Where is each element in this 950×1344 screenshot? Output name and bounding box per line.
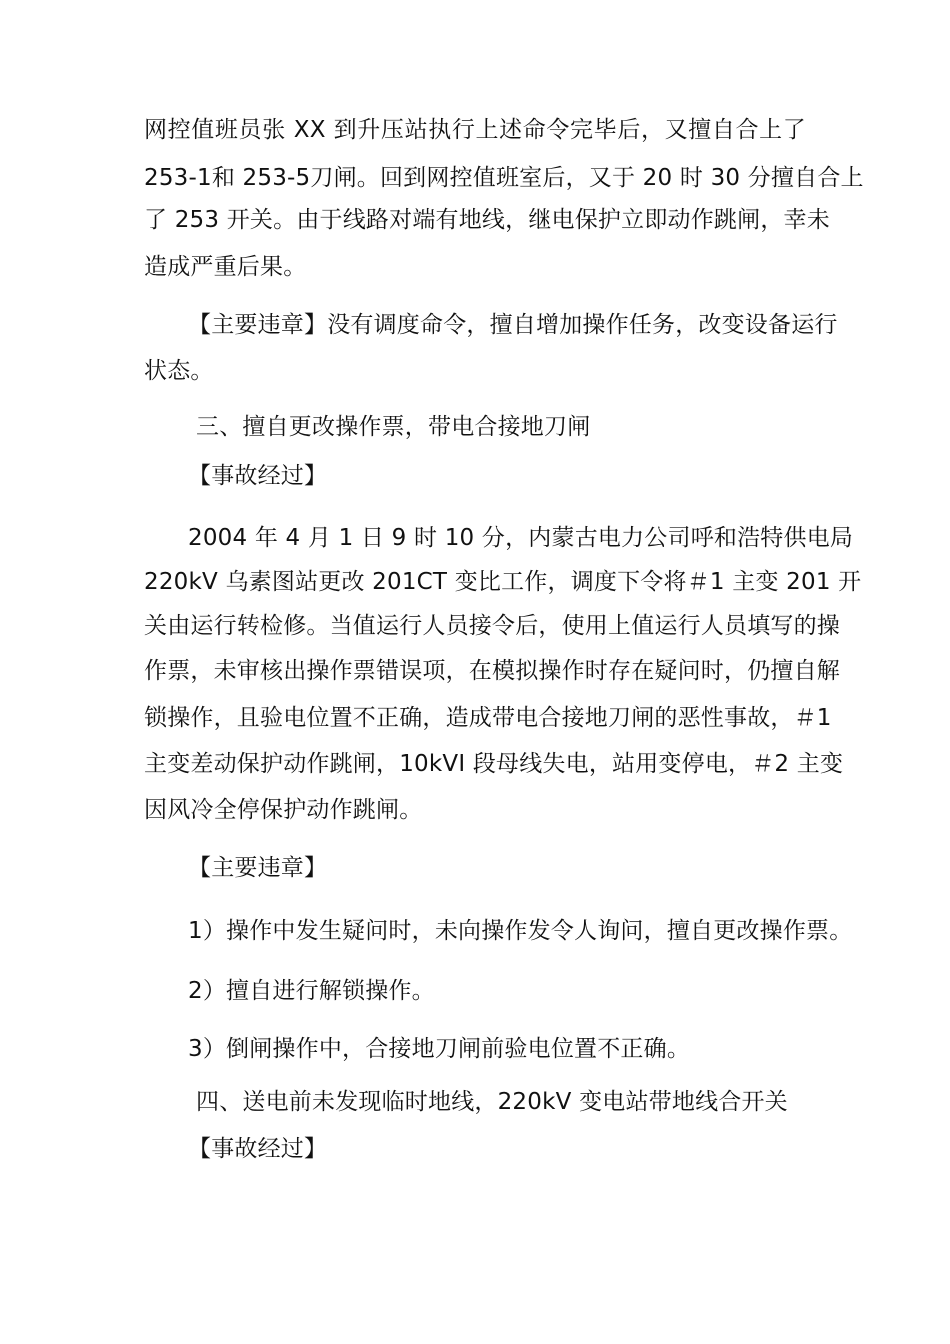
accident-label: 【事故经过】 <box>188 1136 328 1162</box>
section-heading: 三、擅自更改操作票，带电合接地刀闸 <box>196 414 591 440</box>
violation-item: 1）操作中发生疑问时，未向操作发令人询问，擅自更改操作票。 <box>188 918 853 944</box>
paragraph-line: 2004 年 4 月 1 日 9 时 10 分，内蒙古电力公司呼和浩特供电局 <box>188 525 854 551</box>
paragraph-line: 关由运行转检修。当值运行人员接令后，使用上值运行人员填写的操 <box>144 613 840 639</box>
accident-label: 【事故经过】 <box>188 463 328 489</box>
violation-line: 【主要违章】没有调度命令，擅自增加操作任务，改变设备运行 <box>188 312 838 338</box>
paragraph-line: 因风冷全停保护动作跳闸。 <box>144 797 423 823</box>
paragraph-line: 了 253 开关。由于线路对端有地线，继电保护立即动作跳闸，幸未 <box>144 207 830 233</box>
section-heading: 四、送电前未发现临时地线，220kV 变电站带地线合开关 <box>196 1089 788 1115</box>
paragraph-line: 220kV 乌素图站更改 201CT 变比工作，调度下令将＃1 主变 201 开 <box>144 569 862 595</box>
paragraph-line: 主变差动保护动作跳闸，10kVI 段母线失电，站用变停电，＃2 主变 <box>144 751 844 777</box>
paragraph-line: 作票，未审核出操作票错误项，在模拟操作时存在疑问时，仍擅自解 <box>144 658 840 684</box>
violation-line: 状态。 <box>144 358 214 384</box>
violation-label: 【主要违章】 <box>188 855 328 881</box>
paragraph-line: 253-1和 253-5刀闸。回到网控值班室后，又于 20 时 30 分擅自合上 <box>144 165 864 191</box>
violation-item: 2）擅自进行解锁操作。 <box>188 978 435 1004</box>
paragraph-line: 网控值班员张 XX 到升压站执行上述命令完毕后，又擅自合上了 <box>144 117 806 143</box>
paragraph-line: 造成严重后果。 <box>144 254 307 280</box>
paragraph-line: 锁操作，且验电位置不正确，造成带电合接地刀闸的恶性事故，＃1 <box>144 705 832 731</box>
violation-item: 3）倒闸操作中，合接地刀闸前验电位置不正确。 <box>188 1036 691 1062</box>
